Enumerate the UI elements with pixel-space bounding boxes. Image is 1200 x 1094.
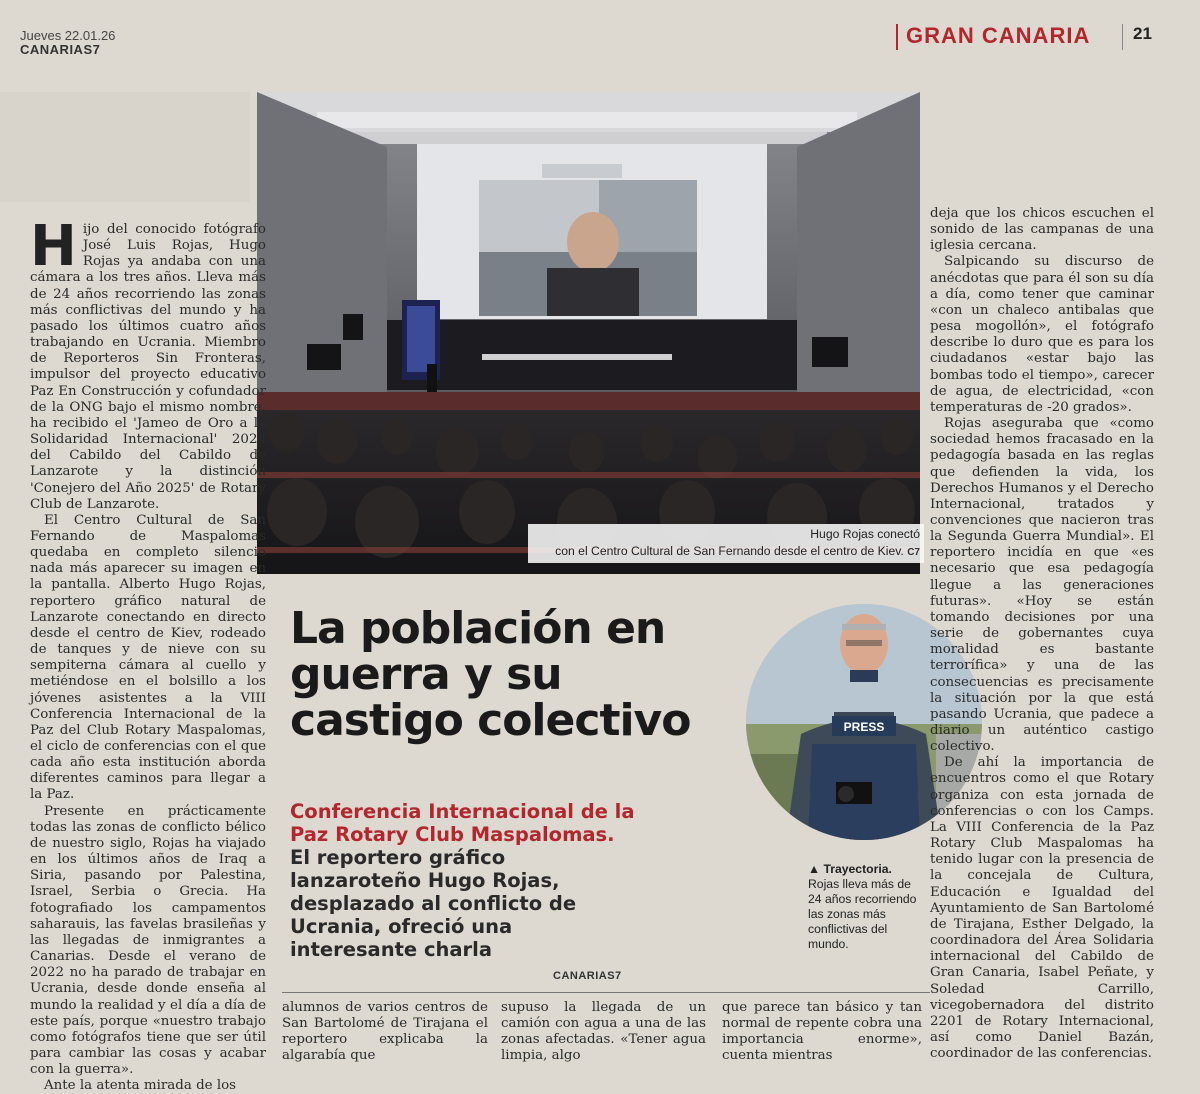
newspaper-name: CANARIAS7 [20, 42, 101, 57]
article-column-4 [722, 1000, 922, 1065]
paragraph: ijo del conocido fotógrafo José Luis Rojas, Hugo Rojas ya andaba con una cámara a los tres años. Lleva más de 24 años recorriendo las zonas más conflictivas del mundo y ha pasado los últimos cuatro años trabajando en Ucrania. Miembro de Reporteros Sin Fronteras, impulsor del proyecto educativo Paz En Construcción y cofundador de la ONG bajo el mismo nombre, ha recibido el 'Jameo de Oro a la Solidaridad Internacional' 2024 del Cabildo del Cabildo de Lanzarote y la distinción 'Conejero del Año 2025' de Rotary Club de Lanzarote. [30, 222, 266, 512]
portrait-caption [808, 862, 918, 952]
paragraph: deja que los chicos escuchen el sonido de las campanas de una iglesia cercana. [930, 206, 1154, 254]
paragraph: supuso la llegada de un camión con agua a una de las zonas afectadas. «Tener agua limpia, algo [501, 1000, 706, 1064]
page-divider [1122, 24, 1123, 50]
auditorium-photo [257, 92, 920, 574]
portrait-caption-title: ▲ Trayectoria. [808, 862, 892, 876]
photo-caption-line2: con el Centro Cultural de San Fernando desde el centro de Kiev. [555, 544, 904, 558]
vest-label: PRESS [843, 720, 885, 734]
photo-credit: C7 [907, 547, 920, 558]
drop-cap: H [30, 214, 77, 279]
paragraph: Rojas aseguraba que «como sociedad hemos fracasado en la pedagogía basada en las reglas que defienden la vida, los Derechos Humanos y el Derecho Internacional, tratados y convenciones que nacieron tras la Segunda Guerra Mundial». El reportero incidía en que «es necesario que esa pedagogía llegue a las generaciones futuras». «Hoy se están tomando decisiones por una serie de gobernantes cuya moralidad es bastante terrorífica» y una de las consecuencias es precisamente la situación por la que está pasando Ucrania, que padece a diario un auténtico castigo colectivo. [930, 416, 1154, 755]
paragraph: Ante la atenta mirada de los [44, 1078, 237, 1094]
subheadline-lead: Conferencia Internacional de la Paz Rotary Club Maspalomas. [290, 800, 635, 846]
section-title: GRAN CANARIA [906, 23, 1091, 48]
subheadline [290, 800, 640, 961]
photo-caption-line1: Hugo Rojas conectó [810, 527, 920, 541]
paragraph: De ahí la importancia de encuentros como el que Rotary organiza con esta jornada de conferencias o con los Camps. La VIII Conferencia de la Paz Rotary Club Maspalomas ha tenido lugar con la presencia de la concejala de Cultura, Educación e Igualdad del Ayuntamiento de San Bartolomé de Tirajana, Esther Delgado, la coordinadora del Área Solidaria internacional del Cabildo de Gran Canaria, Isabel Peñate, y Soledad Carrillo, vicegobernadora del distrito 2201 de Rotary Internacional, así como Daniel Bazán, coordinador de las conferencias. [930, 755, 1154, 1062]
article-column-1 [30, 214, 266, 1094]
paragraph: que parece tan básico y tan normal de repente cobra una importancia enorme», cuenta mientras [722, 1000, 922, 1064]
section-divider [896, 24, 898, 50]
photo-caption [528, 524, 924, 563]
paragraph: El Centro Cultural de San Fernando de Maspalomas quedaba en completo silencio nada más aparecer su imagen en la pantalla. Alberto Hugo Rojas, reportero gráfico natural de Lanzarote conectando en directo desde el centro de Kiev, rodeado de tanques y de nieve con su sempiterna cámara al cuello y metiéndose en el bolsillo a los jóvenes asistentes a la VIII Conferencia Internacional de la Paz del Club Rotary Maspalomas, el ciclo de conferencias con el que cada año esta institución aborda diferentes caminos para llegar a la Paz. [30, 512, 266, 803]
article-column-3 [501, 1000, 706, 1065]
brand-footer: CANARIAS7 [553, 970, 622, 982]
auditorium-illustration [257, 92, 920, 574]
article-column-2 [282, 1000, 488, 1065]
paragraph: Salpicando su discurso de anécdotas que para él son su día a día, como tener que caminar «con un chaleco antibalas que pesa mogollón», el fotógrafo describe lo duro que es para los ciudadanos «estar bajo las bombas todo el tiempo», carecer de agua, de electricidad, «con temperaturas de -20 grados». [930, 254, 1154, 415]
bleed-through-area [0, 92, 250, 202]
bottom-divider [282, 992, 930, 993]
paragraph: alumnos de varios centros de San Bartolomé de Tirajana el reportero explicaba la algarabía que [282, 1000, 488, 1064]
portrait-caption-text: Rojas lleva más de 24 años recorriendo las zonas más conflictivas del mundo. [808, 877, 917, 951]
paragraph: Presente en prácticamente todas las zonas de conflicto bélico de nuestro siglo, Rojas ha viajado en los últimos años de Iraq a Siria, pasando por Palestina, Israel, Serbia o Grecia. Ha fotografiado los campamentos saharauis, las favelas brasileñas y las llegadas de inmigrantes a Canarias. Desde el verano de 2022 no ha parado de trabajar en Ucrania, desde donde enseña al mundo la realidad y el día a día de este país, porque «nuestro trabajo como fotógrafos tiene que ser útil para cambiar las cosas y acabar con la guerra». [30, 803, 266, 1078]
headline: La población en guerra y su castigo colectivo [290, 603, 691, 746]
page-number: 21 [1133, 24, 1152, 43]
article-column-right [930, 206, 1154, 1062]
issue-date: Jueves 22.01.26 [20, 28, 116, 43]
subheadline-text: El reportero gráfico lanzaroteño Hugo Rojas, desplazado al conflicto de Ucrania, ofreció una interesante charla [290, 846, 577, 961]
